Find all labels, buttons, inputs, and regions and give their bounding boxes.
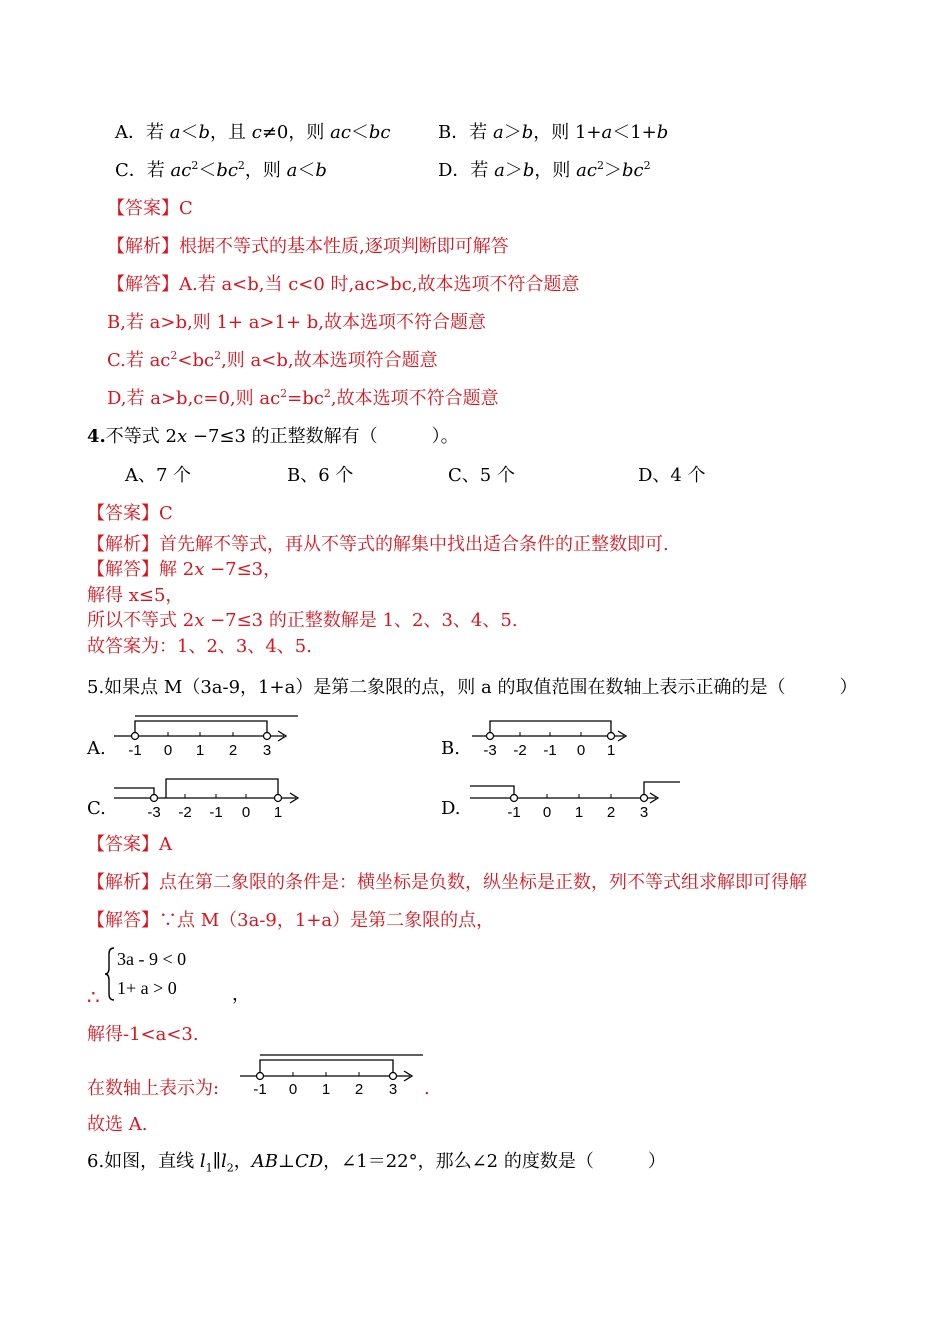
q5-number-line-b [468, 712, 638, 762]
q4-answer: 【答案】C [87, 503, 173, 524]
q4-option-c: C、5 个 [448, 465, 515, 486]
q3-solution-b: B,若 a>b,则 1+ a>1+ b,故本选项不符合题意 [107, 312, 487, 333]
tick-label: 0 [241, 804, 251, 821]
open-point [511, 795, 518, 802]
tick-label: -1 [253, 1081, 267, 1098]
q6-stem: 6.如图，直线 $l_1\parallel l_2$，AB⊥CD，∠1＝22°，那么∠2 的度数是（ ） [87, 1151, 666, 1175]
tick-label: 3 [639, 804, 649, 821]
tick-label: 1 [273, 804, 283, 821]
q5-solution-2: 解得-1<a<3. [87, 1024, 199, 1045]
range-bracket-right [644, 782, 680, 798]
q4-solution-4: 故答案为：1、2、3、4、5. [87, 636, 312, 657]
system-line-1: 3a - 9 < 0 [117, 949, 187, 969]
tick-label: 1 [606, 742, 616, 759]
q4-solution-1: 【解答】解 2x −7≤3， [87, 559, 282, 580]
q5-analysis: 【解析】点在第二象限的条件是：横坐标是负数，纵坐标是正数，列不等式组求解即可得解 [87, 872, 807, 893]
q4-option-d: D、4 个 [638, 465, 706, 486]
q5-number-line-c [110, 774, 310, 824]
q5-solution-3: 在数轴上表示为: [87, 1078, 220, 1099]
q4-option-a: A、7 个 [125, 465, 192, 486]
q5-solution-1: 【解答】∵点 M（3a-9，1+a）是第二象限的点， [87, 910, 495, 931]
q5-option-d-label: D. [441, 798, 461, 819]
tick-label: -2 [178, 804, 192, 821]
q5-solution-3-end: . [424, 1078, 430, 1099]
tick-label: 2 [354, 1081, 364, 1098]
tick-label: 3 [262, 742, 272, 759]
tick-label: -3 [483, 742, 497, 759]
q5-solution-4: 故选 A. [87, 1114, 148, 1135]
q5-option-b-label: B. [441, 738, 460, 759]
q5-solution-number-line [238, 1050, 428, 1100]
q4-stem: 4.不等式 2x −7≤3 的正整数解有（ ）。 [87, 426, 459, 447]
open-point [257, 1073, 264, 1080]
tick-label: 2 [228, 742, 238, 759]
tick-label: 1 [321, 1081, 331, 1098]
open-point [641, 795, 648, 802]
q5-number-line-a [110, 712, 300, 762]
q3-option-c: C．若 $ac^2<bc^2$，则 a＜b [115, 159, 327, 181]
q3-answer: 【答案】C [107, 198, 193, 219]
tick-label: -1 [209, 804, 223, 821]
q3-solution-c: C.若 $ac^2<bc^2$,则 a<b,故本选项符合题意 [107, 349, 438, 371]
tick-label: -1 [128, 742, 142, 759]
therefore-symbol: ∴ [87, 985, 100, 1009]
tick-label: 2 [606, 804, 616, 821]
q5-option-c-label: C. [87, 798, 106, 819]
open-point [390, 1073, 397, 1080]
tick-label: 0 [542, 804, 552, 821]
q5-option-a-label: A. [87, 738, 106, 759]
system-brace [104, 946, 116, 1002]
tick-label: -3 [147, 804, 161, 821]
tick-label: 0 [576, 742, 586, 759]
q3-option-a: A．若 a＜b，且 c≠0，则 ac＜bc [115, 122, 391, 143]
range-bracket-left [114, 788, 154, 798]
tick-label: 0 [163, 742, 173, 759]
open-point [132, 733, 139, 740]
system-trailing-comma: ， [232, 984, 250, 1005]
q5-answer: 【答案】A [87, 834, 172, 855]
q4-solution-2: 解得 x≤5， [87, 585, 184, 606]
range-bracket-right [166, 779, 278, 798]
tick-label: -2 [513, 742, 527, 759]
tick-label: 1 [195, 742, 205, 759]
q3-solution-a: 【解答】A.若 a<b,当 c<0 时,ac>bc,故本选项不符合题意 [107, 274, 580, 295]
q4-option-b: B、6 个 [287, 465, 354, 486]
system-line-2: 1+ a > 0 [117, 978, 177, 998]
open-point [264, 733, 271, 740]
q3-solution-d: D,若 a>b,c=0,则 $ac^2=bc^2$,故本选项不符合题意 [107, 387, 499, 409]
tick-label: 3 [388, 1081, 398, 1098]
open-point [151, 795, 158, 802]
open-point [487, 733, 494, 740]
q5-number-line-d [466, 774, 686, 824]
range-bracket [135, 721, 267, 736]
range-bracket-left [470, 786, 514, 798]
tick-label: 1 [574, 804, 584, 821]
tick-label: -1 [507, 804, 521, 821]
q3-option-b: B．若 a＞b，则 1+a＜1+b [438, 122, 669, 143]
open-point [275, 795, 282, 802]
tick-label: 0 [288, 1081, 298, 1098]
open-point [608, 733, 615, 740]
q3-analysis: 【解析】根据不等式的基本性质,逐项判断即可解答 [107, 236, 509, 257]
tick-label: -1 [543, 742, 557, 759]
q3-option-d: D．若 a＞b，则 $ac^2>bc^2$ [438, 159, 651, 181]
q5-stem: 5.如果点 M（3a-9，1+a）是第二象限的点，则 a 的取值范围在数轴上表示正确的是（ ） [87, 677, 858, 698]
q4-solution-3: 所以不等式 2x −7≤3 的正整数解是 1、2、3、4、5. [87, 610, 518, 631]
q4-analysis: 【解析】首先解不等式，再从不等式的解集中找出适合条件的正整数即可. [87, 534, 669, 555]
